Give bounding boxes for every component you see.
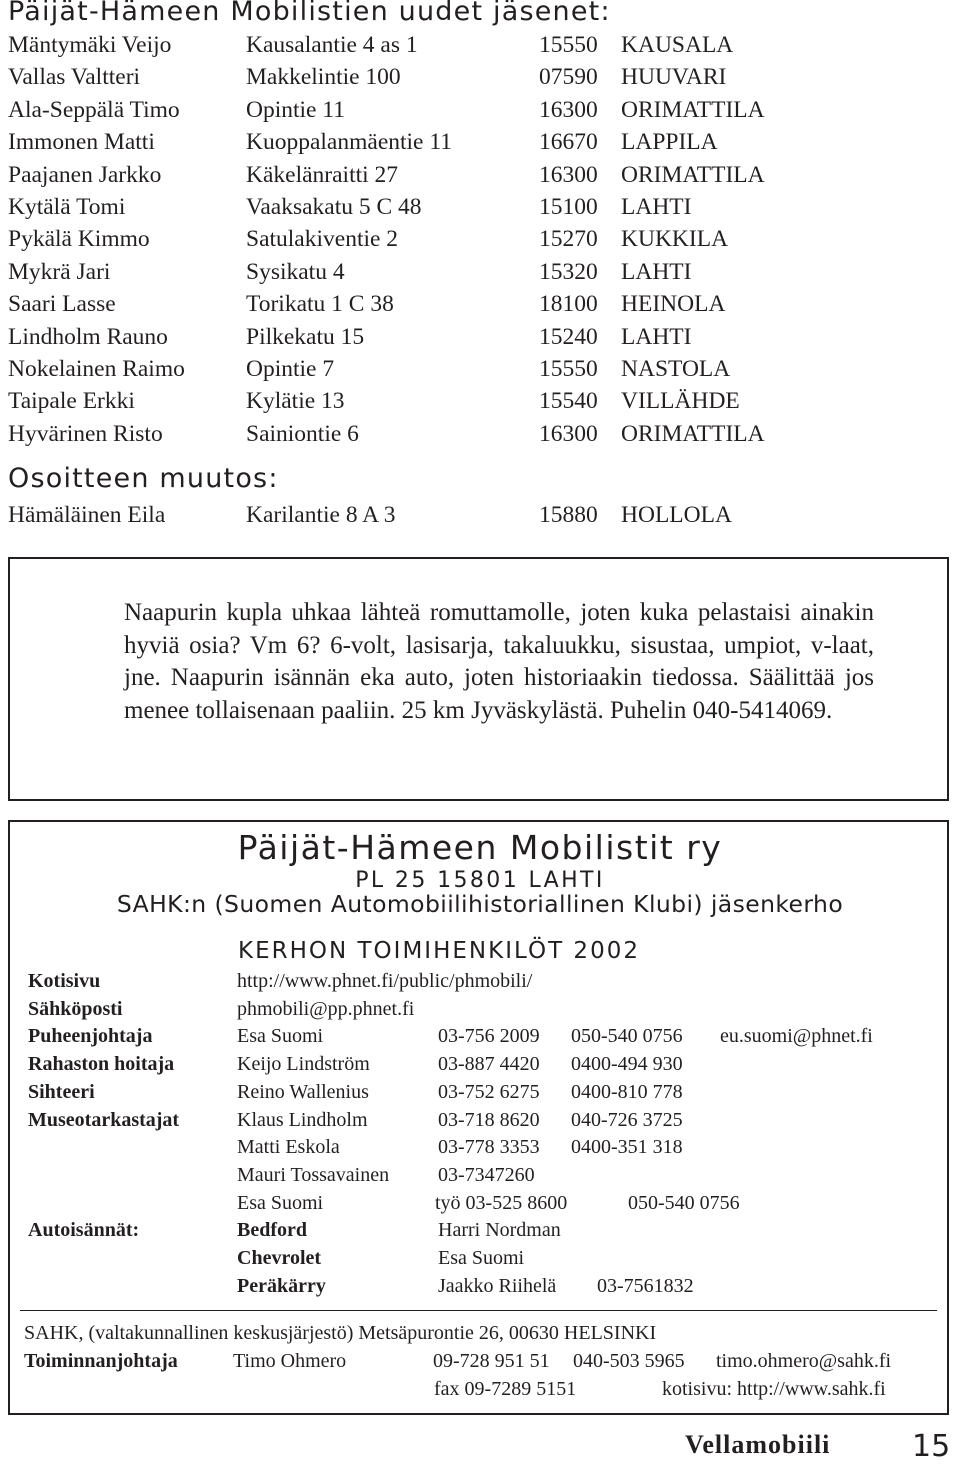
officers-heading: KERHON TOIMIHENKILÖT 2002 [238,938,640,964]
sahk-fax: fax 09-7289 5151 [434,1378,577,1400]
officer-phone: Harri Nordman [438,1219,561,1242]
member-zip: 15240 [539,323,598,350]
address-change-heading: Osoitteen muutos: [8,463,279,494]
member-city: NASTOLA [621,356,731,382]
officer-mobile: 0400-494 930 [571,1053,683,1076]
officer-email: eu.suomi@phnet.fi [720,1025,873,1048]
officer-name: Mauri Tossavainen [237,1163,390,1186]
officer-phone: 03-7347260 [438,1163,535,1186]
member-street: Makkelintie 100 [246,64,401,91]
officer-name: http://www.phnet.fi/public/phmobili/ [237,970,533,992]
new-members-heading: Päijät-Hämeen Mobilistien uudet jäsenet: [8,0,611,27]
member-name: Immonen Matti [8,129,155,156]
member-name: Nokelainen Raimo [8,356,185,382]
member-name: Hyvärinen Risto [8,420,163,447]
officer-role: Sähköposti [28,997,123,1020]
member-zip: 15540 [539,388,598,415]
member-zip: 15550 [539,356,598,382]
director-mobile: 040-503 5965 [573,1350,685,1372]
officer-name: Reino Wallenius [237,1080,369,1103]
member-city: ORIMATTILA [621,161,765,188]
member-city: KUKKILA [621,226,729,253]
member-street: Sysikatu 4 [246,258,345,285]
member-name: Kytälä Tomi [8,194,126,220]
officer-role: Museotarkastajat [28,1108,180,1131]
member-zip: 15550 [539,32,598,58]
member-city: LAHTI [621,258,692,285]
magazine-title: Vellamobiili [685,1430,831,1459]
member-name: Saari Lasse [8,291,116,318]
member-zip: 15320 [539,258,598,285]
officer-mobile: 0400-810 778 [571,1080,683,1103]
member-name: Paajanen Jarkko [8,161,162,188]
officer-phone: Esa Suomi [438,1247,525,1269]
officer-phone: 03-756 2009 [438,1025,540,1048]
member-zip: 15880 [539,502,598,528]
member-name: Hämäläinen Eila [8,502,166,528]
officer-role: Rahaston hoitaja [28,1053,175,1076]
member-name: Mykrä Jari [8,258,111,285]
member-city: ORIMATTILA [621,420,765,447]
member-street: Pilkekatu 15 [246,323,365,350]
classified-ad-text: Naapurin kupla uhkaa lähteä romuttamolle, joten kuka pelastaisi ainakin hyviä osia? Vm 6? 6-volt, lasisarja, takaluukku, sisustaa, umpiot, v-laat, jne. Naapurin isännän eka auto, joten historiaakin tiedossa. Säälittää jos menee tollaisenaan paaliin. 25 km Jyväskylästä. Puhelin 040-5414069. [124,599,874,724]
officer-mobile: 050-540 0756 [571,1025,683,1048]
member-zip: 16300 [539,161,598,188]
member-street: Karilantie 8 A 3 [246,502,396,528]
member-street: Opintie 7 [246,356,335,382]
officer-mobile: 050-540 0756 [628,1191,740,1214]
director-phone: 09-728 951 51 [433,1350,550,1372]
officer-role: Puheenjohtaja [28,1025,153,1048]
officer-mobile: 040-726 3725 [571,1108,683,1131]
officer-phone: 03-887 4420 [438,1053,540,1076]
officer-name: Esa Suomi [237,1025,324,1048]
divider [20,1310,937,1311]
sahk-homepage: kotisivu: http://www.sahk.fi [662,1378,886,1400]
member-city: LAHTI [621,323,692,350]
member-zip: 16300 [539,420,598,447]
club-subtitle: SAHK:n (Suomen Automobiilihistoriallinen Klubi) jäsenkerho [116,890,844,918]
director-email: timo.ohmero@sahk.fi [716,1350,892,1372]
officer-mobile: 03-7561832 [597,1274,694,1297]
officer-role: Kotisivu [28,970,101,992]
club-address: PL 25 15801 LAHTI [355,868,605,893]
officer-phone: Jaakko Riihelä [438,1274,557,1297]
officer-name: Chevrolet [237,1247,322,1269]
officer-phone: 03-778 3353 [438,1136,540,1159]
member-street: Kausalantie 4 as 1 [246,32,418,58]
member-name: Ala-Seppälä Timo [8,96,180,123]
member-zip: 16670 [539,129,598,156]
member-city: ORIMATTILA [621,96,765,123]
member-name: Taipale Erkki [8,388,135,415]
officer-name: Peräkärry [237,1274,326,1297]
member-street: Käkelänraitti 27 [246,161,399,188]
officer-name: Keijo Lindström [237,1053,370,1076]
officer-name: Bedford [237,1219,307,1242]
member-street: Kylätie 13 [246,388,345,415]
officer-name: phmobili@pp.phnet.fi [237,997,415,1020]
sahk-address-text: SAHK, (valtakunnallinen keskusjärjestö) Metsäpurontie 26, 00630 HELSINKI [24,1322,657,1344]
member-city: HOLLOLA [621,502,732,528]
member-street: Satulakiventie 2 [246,226,399,253]
member-zip: 18100 [539,291,598,318]
member-city: HUUVARI [621,64,727,91]
officer-role: Autoisännät: [28,1219,140,1242]
director-label: Toiminnanjohtaja [24,1350,178,1372]
officer-role: Sihteeri [28,1080,95,1103]
member-name: Pykälä Kimmo [8,226,150,253]
member-name: Vallas Valtteri [8,64,141,91]
member-zip: 07590 [539,64,598,91]
member-city: KAUSALA [621,32,734,58]
member-zip: 16300 [539,96,598,123]
officer-phone: työ 03-525 8600 [435,1191,568,1214]
member-name: Mäntymäki Veijo [8,32,172,58]
member-name: Lindholm Rauno [8,323,168,350]
member-street: Vaaksakatu 5 C 48 [246,194,422,220]
member-city: LAHTI [621,194,692,220]
member-street: Sainiontie 6 [246,420,359,447]
member-city: HEINOLA [621,291,726,318]
officer-name: Esa Suomi [237,1191,324,1214]
member-city: VILLÄHDE [621,388,740,415]
member-zip: 15100 [539,194,598,220]
officer-name: Klaus Lindholm [237,1108,368,1131]
member-city: LAPPILA [621,129,718,156]
officer-phone: 03-718 8620 [438,1108,540,1131]
member-street: Torikatu 1 C 38 [246,291,394,318]
member-street: Kuoppalanmäentie 11 [246,129,452,156]
club-name: Päijät-Hämeen Mobilistit ry [237,828,723,867]
member-street: Opintie 11 [246,96,345,123]
officer-phone: 03-752 6275 [438,1080,540,1103]
officer-mobile: 0400-351 318 [571,1136,683,1159]
page-number: 15 [912,1429,951,1464]
officer-name: Matti Eskola [237,1136,340,1159]
director-name: Timo Ohmero [233,1350,347,1372]
member-zip: 15270 [539,226,598,253]
